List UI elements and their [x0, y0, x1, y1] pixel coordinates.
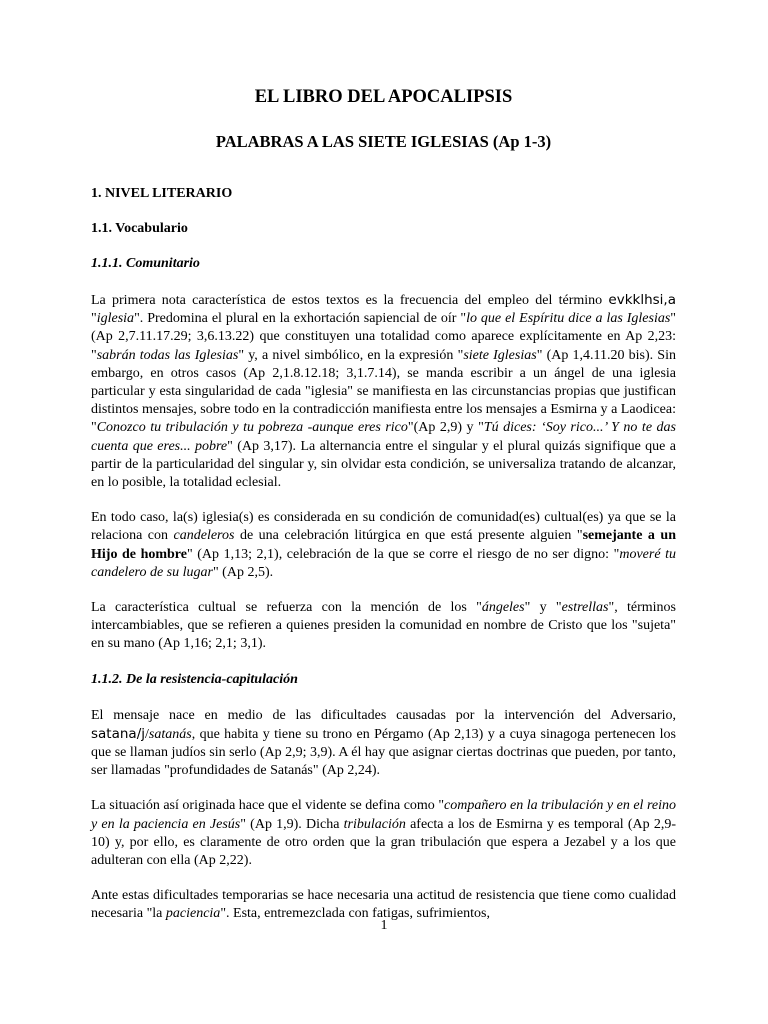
document-title: EL LIBRO DEL APOCALIPSIS: [254, 87, 513, 107]
section-heading-1-1-2: 1.1.2. De la resistencia-capitulación: [91, 671, 298, 687]
page-number: 1: [380, 918, 388, 933]
document-page: [91, 86, 676, 924]
paragraph-3: La característica cultual se refuerza con la mención de los "ángeles" y "estrellas", términos intercambiables, que se refieren a quienes presiden la comunidad en nombre de Cristo que los "sujeta" en su mano (Ap 1,16; 2,1; 3,1).: [91, 600, 676, 652]
document-subtitle: PALABRAS A LAS SIETE IGLESIAS (Ap 1-3): [215, 132, 552, 151]
section-heading-1-1-1: 1.1.1. Comunitario: [91, 256, 200, 271]
paragraph-2: En todo caso, la(s) iglesia(s) es considerada en su condición de comunidad(es) cultual(es) ya que se la relaciona con candeleros de una celebración litúrgica en que está presente alguien "semejante a un Hijo de hombre" (Ap 1,13; 2,1), celebración de la que se corre el riesgo de no ser digno: "moveré tu candelero de su lugar" (Ap 2,5).: [91, 510, 677, 580]
section-heading-1-1: 1.1. Vocabulario: [91, 221, 188, 236]
greek-term-satanas: satana/j: [91, 725, 145, 742]
section-heading-1: 1. NIVEL LITERARIO: [91, 186, 233, 201]
paragraph-4: El mensaje nace en medio de las dificultades causadas por la intervención del Adversario, satana/j/satanás, que habita y tiene su trono en Pérgamo (Ap 2,13) y a cuya sinagoga pertenecen los que se llaman judíos sin serlo (Ap 2,9; 3,9). A él hay que asignar ciertas doctrinas que pueden, por tanto, ser llamadas "profundidades de Satanás" (Ap 2,24).: [91, 707, 676, 779]
paragraph-1: La primera nota característica de estos textos es la frecuencia del empleo del término evkklhsi,a "iglesia". Predomina el plural en la exhortación sapiencial de oír "lo que el Espíritu dice a las Iglesias" (Ap 2,7.11.17.29; 3,6.13.22) que constituyen una totalidad como aparece explícitamente en Ap 2,23: "sabrán todas las Iglesias" y, a nivel simbólico, en la expresión "siete Iglesias" (Ap 1,4.11.20 bis). Sin embargo, en otros casos (Ap 2,1.8.12.18; 3,1.7.14), se manda escribir a un ángel de una iglesia particular y esta singularidad de cada "iglesia" se manifiesta en las circunstancias propias que justifican distintos mensajes, sobre todo en la contradicción manifiesta entre los mensajes a Esmirna y a Laodicea: "Conozco tu tribulación y tu pobreza -aunque eres rico"(Ap 2,9) y "Tú dices: ‘Soy rico...’ Y no te das cuenta que eres... pobre" (Ap 3,17). La alternancia entre el singular y el plural quizás signifique que a partir de la particularidad del singular y, sin olvidar esta condición, se universaliza tratando de alcanzar, en lo posible, la totalidad eclesial.: [91, 292, 676, 491]
greek-term-ekklesia: evkklhsi,a: [608, 292, 676, 308]
paragraph-5: La situación así originada hace que el vidente se defina como "compañero en la tribulación y en el reino y en la paciencia en Jesús" (Ap 1,9). Dicha tribulación afecta a los de Esmirna y es temporal (Ap 2,9-10) y, por ello, es claramente de otro orden que la gran tribulación que espera a Jezabel y a los que adulteran con ella (Ap 2,22).: [91, 798, 677, 869]
paragraph-6: Ante estas dificultades temporarias se hace necesaria una actitud de resistencia que tiene como cualidad necesaria "la paciencia". Esta, entremezclada con fatigas, sufrimientos,: [91, 888, 676, 922]
